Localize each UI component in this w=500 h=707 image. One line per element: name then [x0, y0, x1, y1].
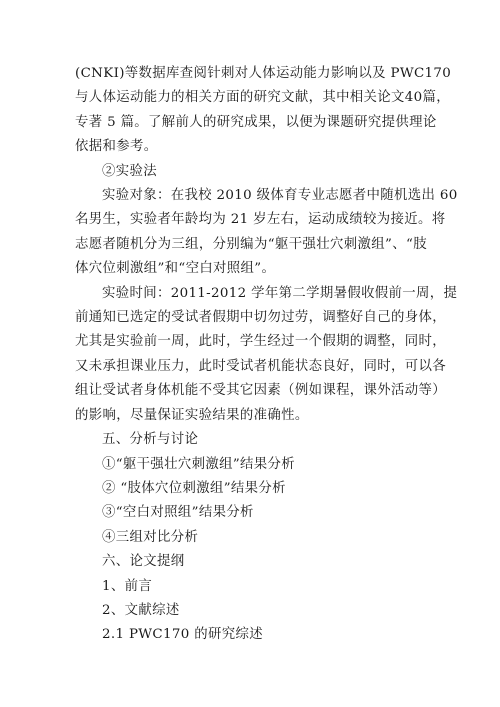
- text-line: 的影响，尽量保证实验结果的准确性。: [75, 407, 309, 423]
- text-line: 志愿者随机分为三组，分别编为“躯干强壮穴刺激组”、“肢: [75, 236, 427, 252]
- text-line: 尤其是实验前一周，此时，学生经过一个假期的调整，同时，: [75, 334, 446, 350]
- text-line: 实验时间：2011-2012 学年第二学期暑假收假前一周，提: [102, 285, 458, 301]
- text-line: 名男生，实验者年龄均为 21 岁左右，运动成绩较为接近。将: [75, 212, 446, 228]
- text-line: 专著 5 篇。了解前人的研究成果，以便为课题研究提供理论: [75, 114, 437, 130]
- list-item: ② “肢体穴位刺激组”结果分析: [102, 480, 286, 496]
- text-line: 依据和参考。: [75, 139, 158, 155]
- section-heading: 六、论文提纲: [102, 554, 185, 570]
- list-item: ③“空白对照组”结果分析: [102, 505, 254, 521]
- document-body: [75, 62, 458, 648]
- outline-item: 2.1 PWC170 的研究综述: [102, 627, 263, 643]
- text-line: 与人体运动能力的相关方面的研究文献，其中相关论文40篇，: [75, 90, 450, 106]
- outline-item: 1、前言: [102, 578, 153, 594]
- list-item: ④三组对比分析: [102, 529, 199, 545]
- section-heading: ②实验法: [102, 163, 157, 179]
- text-line: 组让受试者身体机能不受其它因素（例如课程，课外活动等）: [75, 383, 446, 399]
- text-line: 实验对象：在我校 2010 级体育专业志愿者中随机选出 60: [102, 188, 458, 204]
- outline-item: 2、文献综述: [102, 602, 180, 618]
- list-item: ①“躯干强壮穴刺激组”结果分析: [102, 456, 296, 472]
- section-heading: 五、分析与讨论: [102, 432, 199, 448]
- text-line: 体穴位刺激组”和“空白对照组”。: [75, 261, 276, 277]
- text-line: 又未承担课业压力，此时受试者机能状态良好，同时，可以各: [75, 358, 446, 374]
- text-line: (CNKI)等数据库查阅针刺对人体运动能力影响以及 PWC170: [75, 66, 452, 81]
- text-line: 前通知已选定的受试者假期中切勿过劳，调整好自己的身体，: [75, 310, 446, 326]
